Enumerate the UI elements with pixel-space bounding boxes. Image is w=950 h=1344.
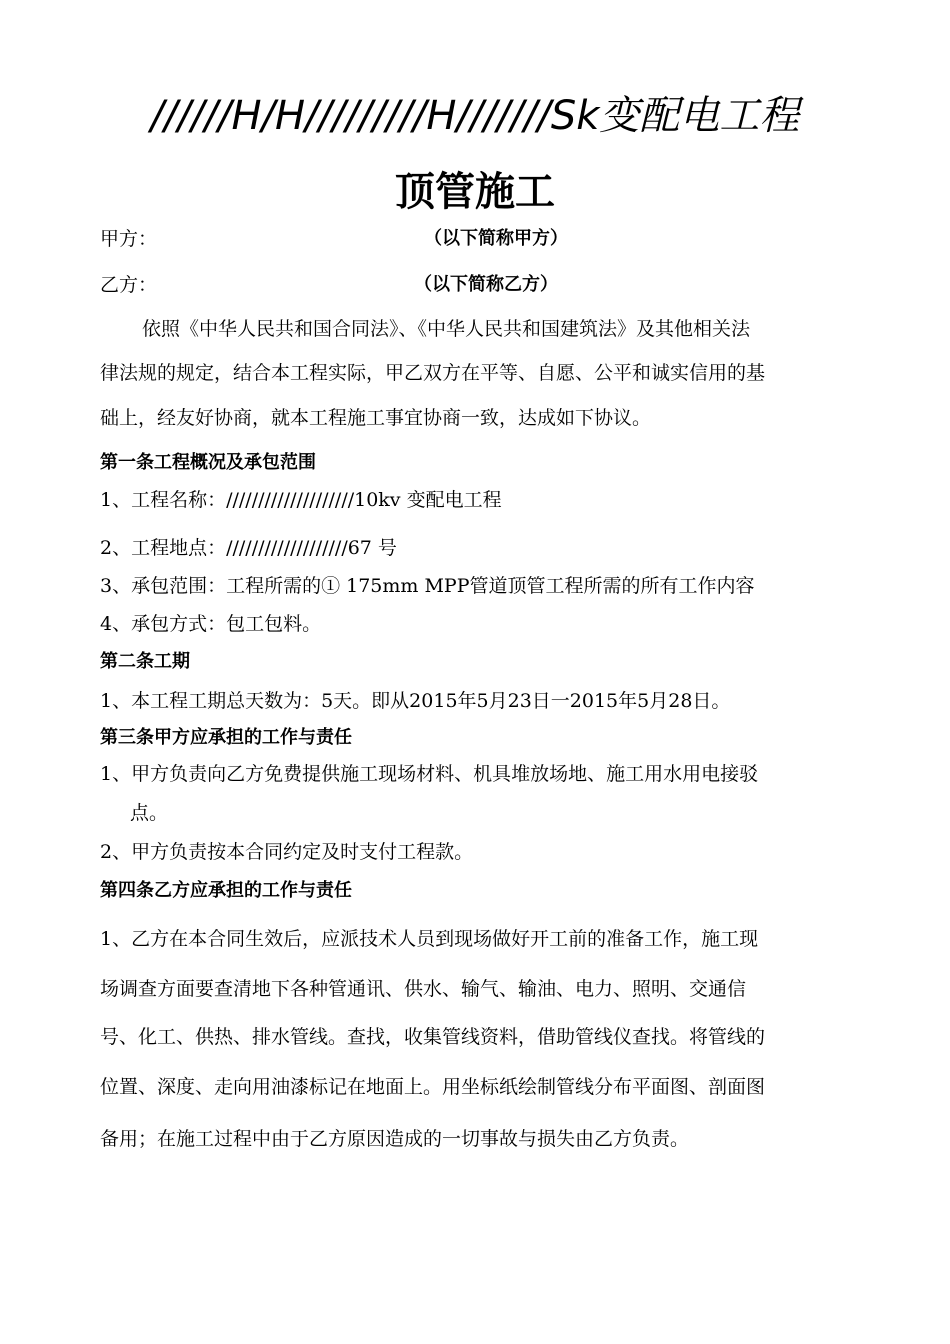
preamble-line: 依照《中华人民共和国合同法》、《中华人民共和国建筑法》及其他相关法 [142,318,751,340]
preamble-line: 础上，经友好协商，就本工程施工事宜协商一致，达成如下协议。 [100,407,652,429]
article1-item: 1、工程名称：////////////////////10kv 变配电工程 [100,489,502,511]
party-b-label: 乙方： [100,274,158,296]
document-title-line1: //////H/H/////////H///////Sk变配电工程 [150,93,800,139]
party-a-label: 甲方： [100,228,158,250]
article3-item2: 2、甲方负责按本合同约定及时支付工程款。 [100,841,474,863]
article4-heading: 第四条乙方应承担的工作与责任 [100,880,352,901]
article4-line: 1、乙方在本合同生效后，应派技术人员到现场做好开工前的准备工作，施工现 [100,928,759,950]
article1-item: 4、承包方式：包工包料。 [100,613,322,635]
party-a-note: （以下简称甲方） [424,228,568,249]
article4-line: 场调查方面要查清地下各种管通讯、供水、输气、输油、电力、照明、交通信 [100,978,747,1000]
article4-line: 位置、深度、走向用油漆标记在地面上。用坐标纸绘制管线分布平面图、剖面图 [100,1076,766,1098]
article4-line: 号、化工、供热、排水管线。查找，收集管线资料，借助管线仪查找。将管线的 [100,1026,766,1048]
article1-heading: 第一条工程概况及承包范围 [100,452,316,473]
article2-item: 1、本工程工期总天数为：5天。即从2015年5月23日一2015年5月28日。 [100,690,731,712]
party-b-note: （以下简称乙方） [414,274,558,295]
article3-heading: 第三条甲方应承担的工作与责任 [100,727,352,748]
preamble-line: 律法规的规定，结合本工程实际，甲乙双方在平等、自愿、公平和诚实信用的基 [100,362,766,384]
article3-item1-line1: 1、甲方负责向乙方免费提供施工现场材料、机具堆放场地、施工用水用电接驳 [100,763,759,785]
article2-heading: 第二条工期 [100,651,190,672]
document-title-line2: 顶管施工 [395,169,555,215]
article1-item: 2、工程地点：///////////////////67 号 [100,537,397,559]
article4-line: 备用；在施工过程中由于乙方原因造成的一切事故与损失由乙方负责。 [100,1128,690,1150]
article1-item: 3、承包范围：工程所需的① 175mm MPP管道顶管工程所需的所有工作内容 [100,575,755,597]
article3-item1-line2: 点。 [130,802,169,824]
